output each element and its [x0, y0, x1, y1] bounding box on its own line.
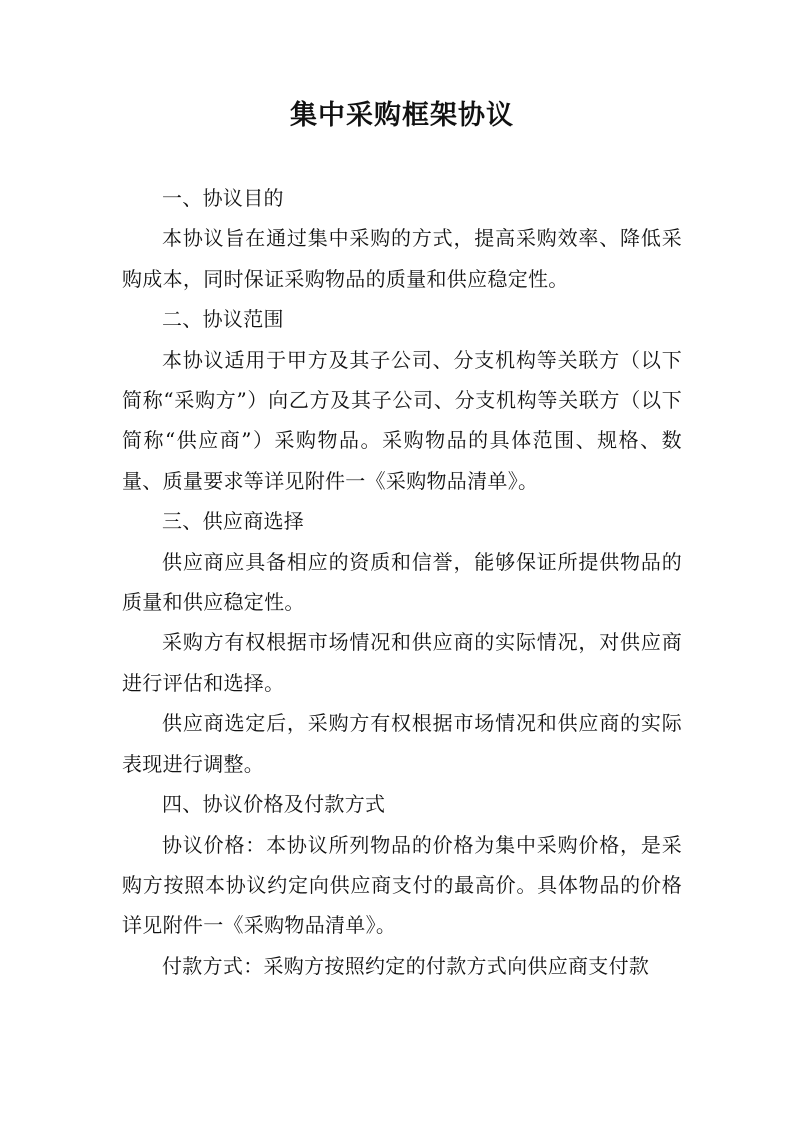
paragraph: 协议价格：本协议所列物品的价格为集中采购价格，是采购方按照本协议约定向供应商支付的最高价。具体物品的价格详见附件一《采购物品清单》。 — [122, 832, 682, 938]
paragraph: 供应商选定后，采购方有权根据市场情况和供应商的实际表现进行调整。 — [122, 711, 682, 776]
document-title: 集中采购框架协议 — [290, 100, 514, 131]
paragraph: 付款方式：采购方按照约定的付款方式向供应商支付款 — [162, 953, 650, 978]
paragraph: 采购方有权根据市场情况和供应商的实际情况，对供应商进行评估和选择。 — [122, 630, 682, 695]
paragraph: 本协议旨在通过集中采购的方式，提高采购效率、降低采购成本，同时保证采购物品的质量和供应稳定性。 — [122, 226, 682, 291]
paragraph: 供应商应具备相应的资质和信誉，能够保证所提供物品的质量和供应稳定性。 — [122, 549, 682, 615]
paragraph: 本协议适用于甲方及其子公司、分支机构等关联方（以下简称“采购方”）向乙方及其子公司、分支机构等关联方（以下简称“供应商”）采购物品。采购物品的具体范围、规格、数量、质量要求等详见附件一《采购物品清单》。 — [122, 347, 682, 493]
document-body — [122, 178, 682, 986]
section-heading: 一、协议目的 — [162, 186, 284, 210]
section-heading: 二、协议范围 — [162, 307, 284, 332]
section-heading: 四、协议价格及付款方式 — [162, 792, 386, 817]
section-heading: 三、供应商选择 — [162, 509, 305, 534]
